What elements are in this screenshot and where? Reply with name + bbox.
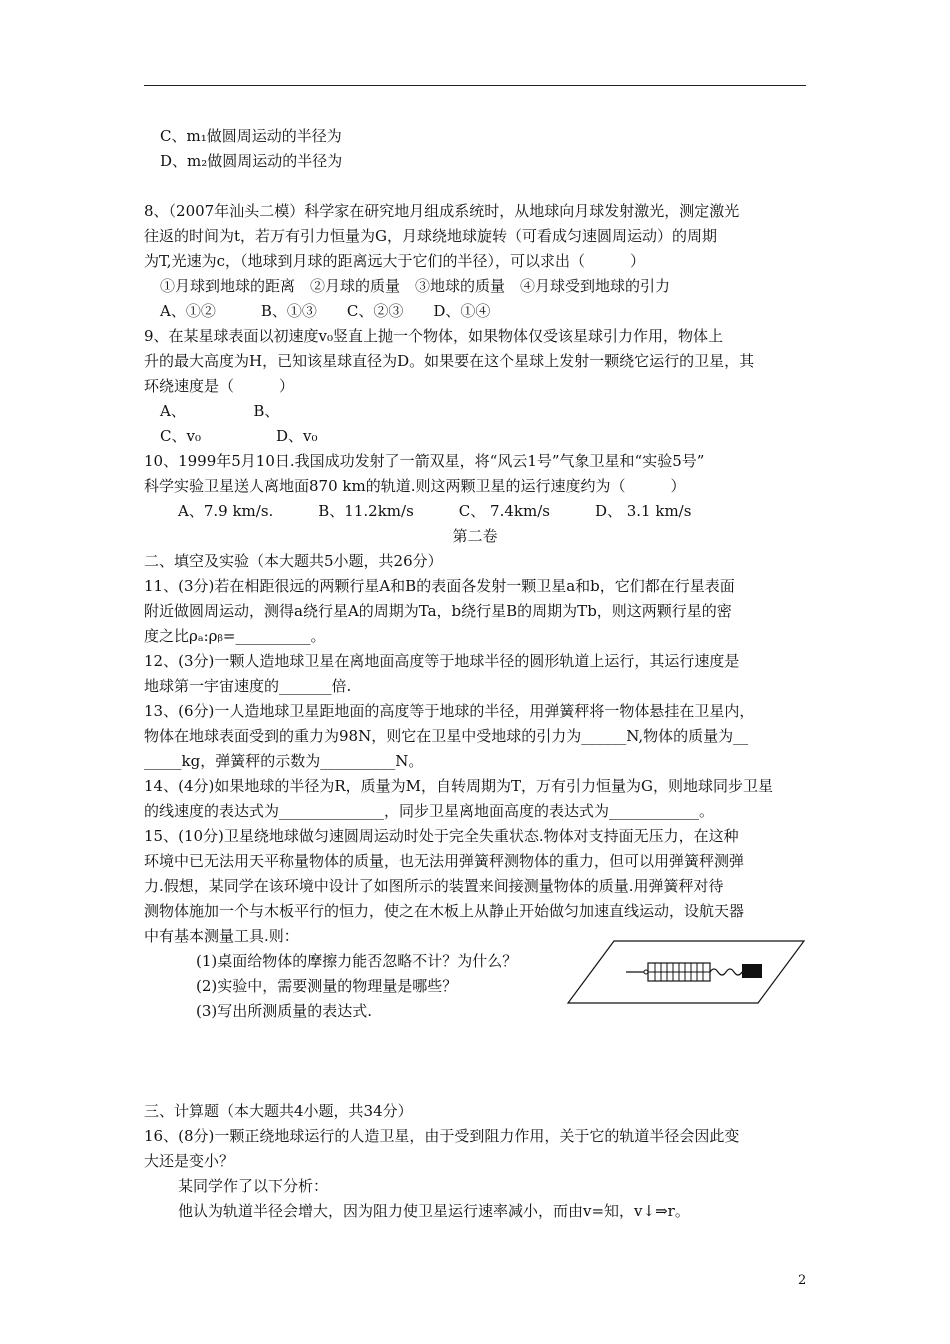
spring-balance-diagram	[566, 937, 806, 1007]
q8-options: A、①② B、①③ C、②③ D、①④	[160, 302, 491, 320]
q10-options: A、7.9 km/s. B、11.2km/s C、 7.4km/s D、 3.1 km/s	[178, 502, 692, 520]
q15-sub-3: (3)写出所测质量的表达式.	[196, 1002, 373, 1020]
q9-line-2: 升的最大高度为H，已知该星球直径为D。如果要在这个星球上发射一颗绕它运行的卫星，其	[144, 352, 755, 370]
q15-line-2: 环境中已无法用天平称量物体的质量，也无法用弹簧秤测物体的重力，但可以用弹簧秤测弹	[144, 852, 745, 870]
q15-line-5: 中有基本测量工具.则：	[144, 927, 299, 945]
spring-coil	[710, 969, 742, 975]
q15-line-3: 力.假想，某同学在该环境中设计了如图所示的装置来间接测量物体的质量.用弹簧秤对待	[144, 877, 724, 895]
q16-line-2: 大还是变小？	[144, 1152, 235, 1170]
q13-line-1: 13、(6分)一人造地球卫星距地面的高度等于地球的半径，用弹簧秤将一物体悬挂在卫星内，	[144, 702, 755, 720]
q8-line-3: 为T,光速为c，（地球到月球的距离远大于它们的半径），可以求出（ ）	[144, 252, 645, 270]
section-title-part-2: 第二卷	[452, 527, 498, 545]
q16-line-3: 某同学作了以下分析：	[178, 1177, 329, 1195]
q9-line-3: 环绕速度是（ ）	[144, 377, 295, 395]
page-number: 2	[798, 1273, 807, 1288]
q10-line-2: 科学实验卫星送人离地面870 km的轨道.则这两颗卫星的运行速度约为（ ）	[144, 477, 686, 495]
option-c: C、m₁做圆周运动的半径为	[160, 127, 342, 145]
q11-line-1: 11、(3分)若在相距很远的两颗行星A和B的表面各发射一颗卫星a和b，它们都在行星表面	[144, 577, 735, 595]
q10-line-1: 10、1999年5月10日.我国成功发射了一箭双星，将“风云1号”气象卫星和“实验5号”	[144, 452, 705, 470]
q12-line-2: 地球第一宇宙速度的_______倍.	[144, 677, 352, 695]
q8-line-1: 8、（2007年汕头二模）科学家在研究地月组成系统时，从地球向月球发射激光，测定激光	[144, 202, 740, 220]
q15-line-1: 15、(10分)卫星绕地球做匀速圆周运动时处于完全失重状态.物体对支持面无压力，在这种	[144, 827, 739, 845]
option-d: D、m₂做圆周运动的半径为	[160, 152, 343, 170]
q11-line-3: 度之比ρₐ:ρᵦ=__________。	[144, 627, 326, 645]
q14-line-1: 14、(4分)如果地球的半径为R，质量为M，自转周期为T，万有引力恒量为G，则地球同步卫星	[144, 777, 773, 795]
header-rule	[144, 85, 806, 86]
test-object	[742, 964, 762, 978]
q13-line-3: _____kg，弹簧秤的示数为__________N。	[144, 752, 424, 770]
q12-line-1: 12、(3分)一颗人造地球卫星在离地面高度等于地球半径的圆形轨道上运行，其运行速度是	[144, 652, 740, 670]
q13-line-2: 物体在地球表面受到的重力为98N，则它在卫星中受地球的引力为______N,物体的质量为__	[144, 727, 749, 745]
q16-line-1: 16、(8分)一颗正绕地球运行的人造卫星，由于受到阻力作用，关于它的轨道半径会因此变	[144, 1127, 740, 1145]
q9-options-ab: A、 B、	[160, 402, 280, 420]
q14-line-2: 的线速度的表达式为______________，同步卫星离地面高度的表达式为____________。	[144, 802, 715, 820]
q16-line-4: 他认为轨道半径会增大，因为阻力使卫星运行速率减小，而由v=知，v↓⇒r。	[178, 1202, 690, 1220]
q15-sub-1: (1)桌面给物体的摩擦力能否忽略不计？为什么？	[196, 952, 518, 970]
q11-line-2: 附近做圆周运动，测得a绕行星A的周期为Ta，b绕行星B的周期为Tb，则这两颗行星的密	[144, 602, 732, 620]
section-heading-fill-in: 二、填空及实验（本大题共5小题，共26分）	[144, 552, 443, 570]
q8-line-2: 往返的时间为t，若万有引力恒量为G，月球绕地球旋转（可看成匀速圆周运动）的周期	[144, 227, 718, 245]
section-heading-calc: 三、计算题（本大题共4小题，共34分）	[144, 1102, 413, 1120]
q9-options-cd: C、v₀ D、v₀	[160, 427, 318, 445]
q15-line-4: 测物体施加一个与木板平行的恒力，使之在木板上从静止开始做匀加速直线运动，设航天器	[144, 902, 745, 920]
q15-sub-2: (2)实验中，需要测量的物理量是哪些？	[196, 977, 458, 995]
q8-statements: ①月球到地球的距离 ②月球的质量 ③地球的质量 ④月球受到地球的引力	[160, 277, 671, 295]
q9-line-1: 9、在某星球表面以初速度v₀竖直上抛一个物体，如果物体仅受该星球引力作用，物体上	[144, 327, 724, 345]
